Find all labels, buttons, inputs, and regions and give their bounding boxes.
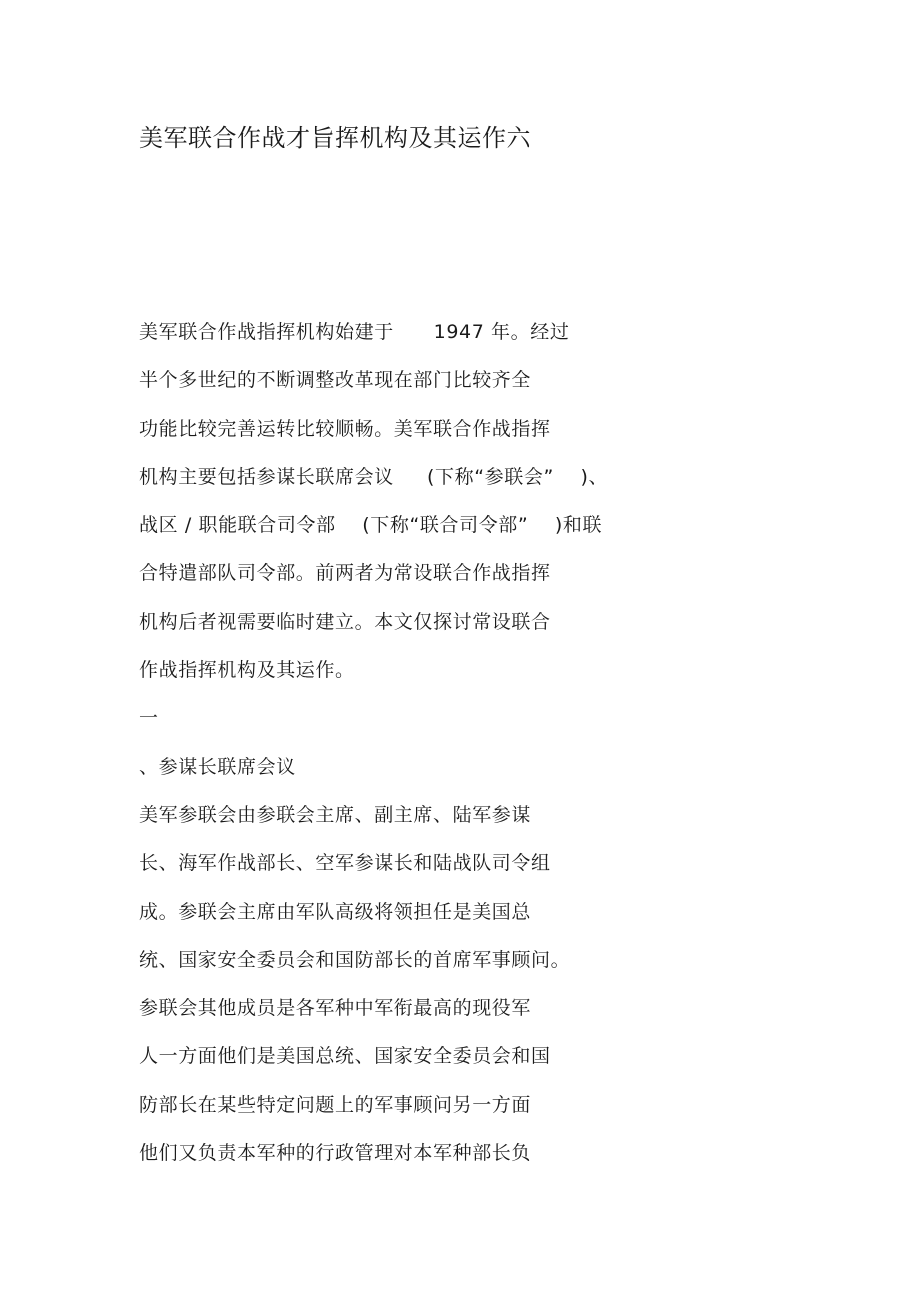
text-line: 成。参联会主席由军队高级将领担任是美国总 (139, 900, 532, 923)
text-line: 美军参联会由参联会主席、副主席、陆军参谋 (139, 803, 532, 826)
text-line: 功能比较完善运转比较顺畅。美军联合作战指挥 (139, 417, 551, 440)
text-line: 机构后者视需要临时建立。本文仅探讨常设联合 (139, 610, 551, 633)
text-line: 人一方面他们是美国总统、国家安全委员会和国 (139, 1045, 551, 1068)
text-line: 防部长在某些特定问题上的军事顾问另一方面 (139, 1093, 532, 1116)
text-line: 作战指挥机构及其运作。 (139, 659, 355, 682)
document-body (139, 308, 859, 1177)
text-line: 战区 / 职能联合司令部 (下称“联合司令部” )和联 (139, 514, 603, 537)
text-line: 参联会其他成员是各军种中军衔最高的现役军 (139, 997, 532, 1020)
text-line: 他们又负责本军种的行政管理对本军种部长负 (139, 1142, 532, 1165)
text-line: 美军联合作战指挥机构始建于 1947 年。经过 (139, 321, 570, 343)
text-line: 统、国家安全委员会和国防部长的首席军事顾问。 (139, 948, 571, 971)
text-line: 半个多世纪的不断调整改革现在部门比较齐全 (139, 369, 532, 392)
text-line: 机构主要包括参谋长联席会议 (下称“参联会” )、 (139, 465, 609, 488)
section-number: 一 (139, 707, 159, 730)
text-line: 长、海军作战部长、空军参谋长和陆战队司令组 (139, 852, 551, 875)
section-heading: 、参谋长联席会议 (139, 755, 296, 778)
text-line: 合特遣部队司令部。前两者为常设联合作战指挥 (139, 562, 551, 585)
document-title: 美军联合作战才旨挥机构及其运作六 (139, 124, 531, 152)
